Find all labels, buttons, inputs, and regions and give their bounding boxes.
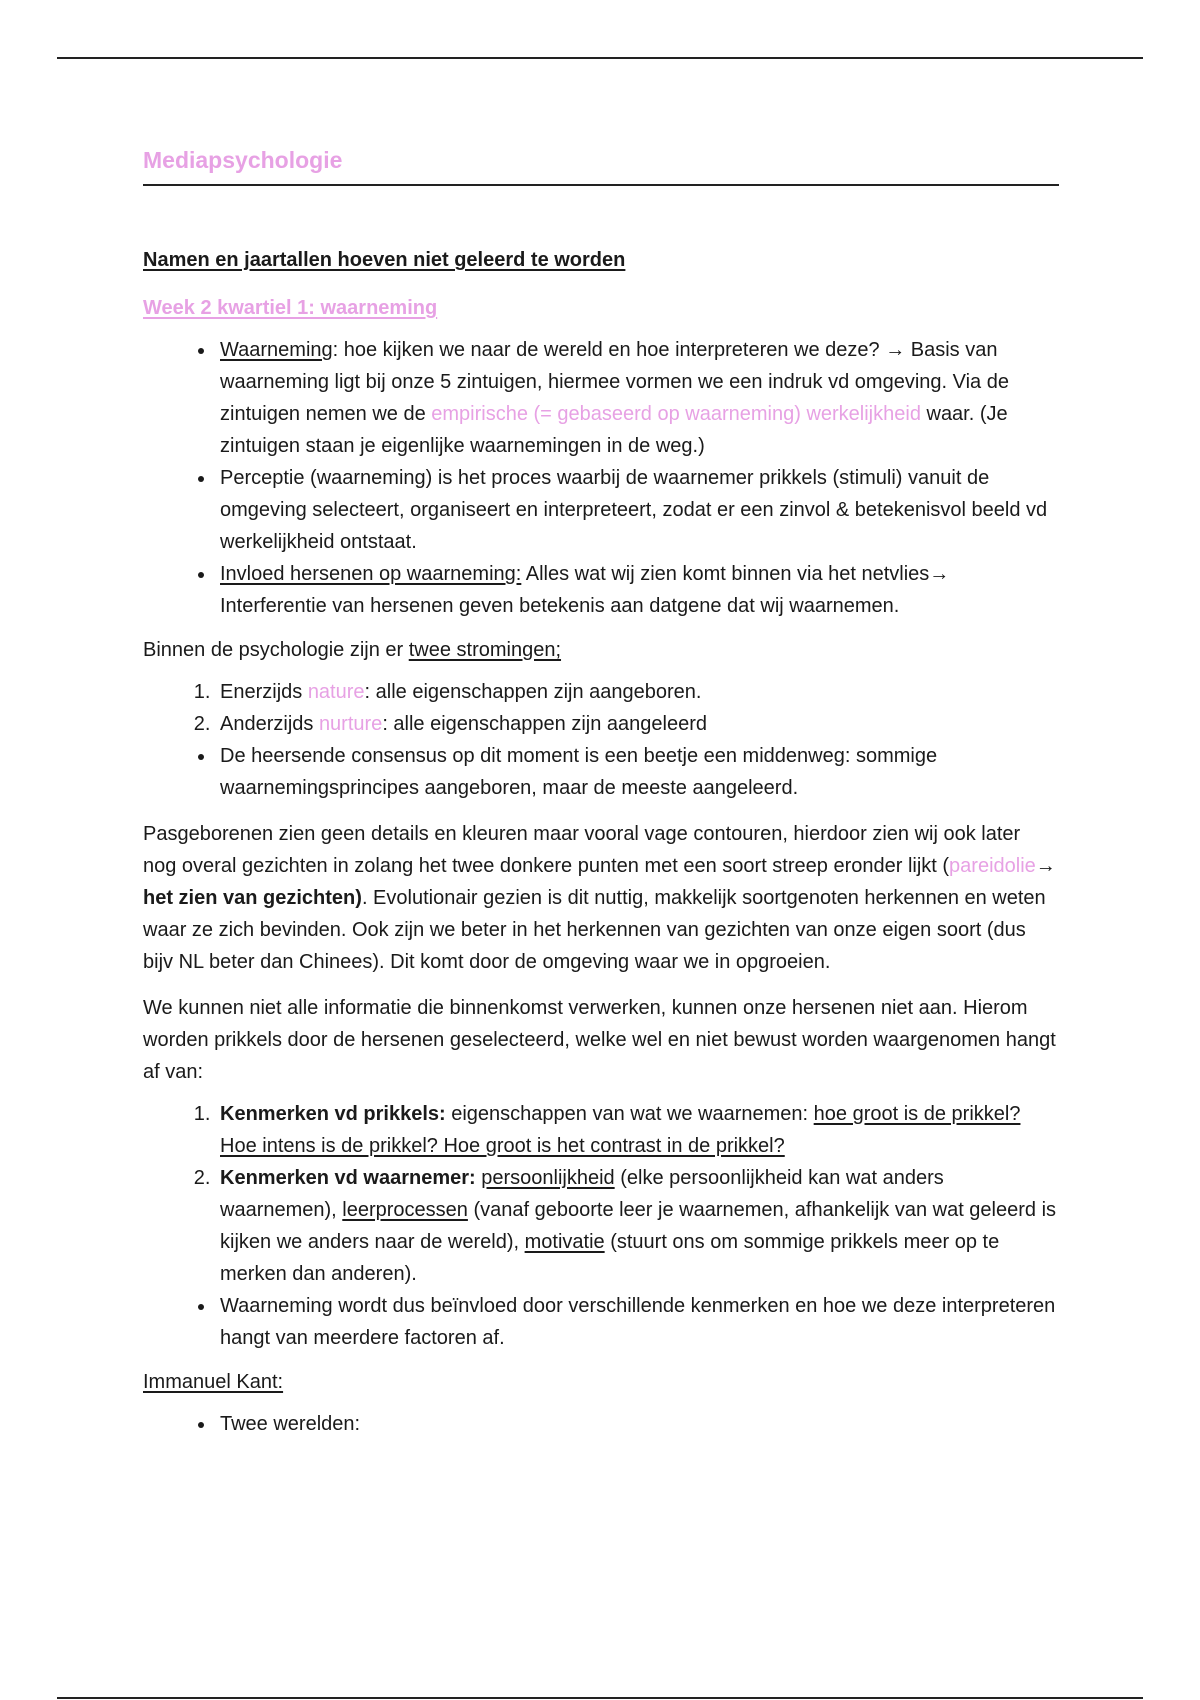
document-title: Mediapsychologie xyxy=(143,140,1059,186)
page-top-rule xyxy=(57,57,1143,59)
underlined-text: leerprocessen xyxy=(342,1199,468,1221)
list-item xyxy=(216,676,1059,708)
bold-text: Kenmerken vd prikkels: xyxy=(220,1103,446,1125)
underlined-text: hoe groot is de prikkel? Hoe intens is de prikkel? Hoe groot is het contrast in de prikkel? xyxy=(220,1103,1021,1157)
text: : alle eigenschappen zijn aangeleerd xyxy=(382,713,707,735)
paragraph-stromingen xyxy=(143,634,1059,666)
list-item xyxy=(216,1162,1059,1290)
text: eigenschappen van wat we waarnemen: xyxy=(445,1103,814,1125)
kant-heading xyxy=(143,1366,1059,1398)
note-heading: Namen en jaartallen hoeven niet geleerd te worden xyxy=(143,249,626,271)
consensus-bullet-list xyxy=(143,740,1059,804)
list-item xyxy=(216,1098,1059,1162)
list-item xyxy=(216,1290,1059,1354)
text: Pasgeborenen zien geen details en kleuren maar vooral vage contouren, hierdoor zien wij ook later nog overal gezichten in zolang het twee donkere punten met een soort streep eronder lijkt ( xyxy=(143,823,1021,877)
highlight-term: nature xyxy=(307,681,365,703)
text: Waarneming wordt dus beïnvloed door verschillende kenmerken en hoe we deze interpreteren hangt van meerdere factoren af. xyxy=(220,1295,1056,1349)
list-item xyxy=(216,740,1059,804)
waarneming-bullet-list xyxy=(143,334,1059,622)
page-bottom-rule xyxy=(57,1697,1143,1699)
text: : hoe kijken we naar de wereld en hoe interpreteren we deze? → Basis van waarneming ligt bij onze 5 zintuigen, hiermee vormen we een indruk vd omgeving. Via de zintuigen nemen we de xyxy=(220,339,1009,425)
kant-bullet-list xyxy=(143,1408,1059,1440)
highlight-term: empirische (= gebaseerd op waarneming) werkelijkheid xyxy=(431,403,921,425)
text: Alles wat wij zien komt binnen via het netvlies→ Interferentie van hersenen geven betekenis aan datgene dat wij waarnemen. xyxy=(220,563,950,617)
week-heading: Week 2 kwartiel 1: waarneming xyxy=(143,297,438,319)
text: : alle eigenschappen zijn aangeboren. xyxy=(364,681,702,703)
text: De heersende consensus op dit moment is een beetje een middenweg: sommige waarnemingsprincipes aangeboren, maar de meeste aangeleerd. xyxy=(220,745,938,799)
text: (elke persoonlijkheid kan wat anders waarnemen), xyxy=(220,1167,944,1221)
highlight-term: pareidolie xyxy=(949,855,1036,877)
waarneming-summary-list xyxy=(143,1290,1059,1354)
paragraph-pasgeborenen xyxy=(143,818,1059,978)
underlined-text: persoonlijkheid xyxy=(481,1167,615,1189)
text: . Evolutionair gezien is dit nuttig, makkelijk soortgenoten herkennen en weten waar ze zich bevinden. Ook zijn we beter in het herkennen van gezichten van onze eigen soort (dus bijv NL beter dan Chinees). Dit komt door de omgeving waar we in opgroeien. xyxy=(143,887,1046,973)
list-item xyxy=(216,1408,1059,1440)
paragraph-informatie: We kunnen niet alle informatie die binnenkomst verwerken, kunnen onze hersenen niet aan. Hierom worden prikkels door de hersenen geselecteerd, welke wel en niet bewust worden waargenomen hangt af van: xyxy=(143,997,1056,1083)
text: Perceptie (waarneming) is het proces waarbij de waarnemer prikkels (stimuli) vanuit de omgeving selecteert, organiseert en interpreteert, zodat er een zinvol & betekenisvol beeld vd werkelijkheid ontstaat. xyxy=(220,467,1048,553)
text: Anderzijds xyxy=(220,713,319,735)
list-item xyxy=(216,462,1059,558)
list-item xyxy=(216,558,1059,622)
term: Waarneming xyxy=(220,339,333,361)
text: (stuurt ons om sommige prikkels meer op te merken dan anderen). xyxy=(220,1231,1000,1285)
list-item xyxy=(216,334,1059,462)
document-body xyxy=(143,140,1059,1440)
text: Twee werelden: xyxy=(220,1413,361,1435)
underlined-text: motivatie xyxy=(524,1231,605,1253)
bold-text: Kenmerken vd waarnemer: xyxy=(220,1167,476,1189)
list-item xyxy=(216,708,1059,740)
bold-text: → het zien van gezichten) xyxy=(143,855,1056,909)
term: Invloed hersenen op waarneming: xyxy=(220,563,522,585)
text: (vanaf geboorte leer je waarnemen, afhankelijk van wat geleerd is kijken we anders naar de wereld), xyxy=(220,1199,1057,1253)
nature-nurture-list xyxy=(143,676,1059,740)
highlight-term: nurture xyxy=(318,713,383,735)
text: waar. (Je zintuigen staan je eigenlijke waarnemingen in de weg.) xyxy=(220,403,1008,457)
text: Enerzijds xyxy=(220,681,308,703)
underlined-text: Immanuel Kant: xyxy=(143,1371,284,1393)
text: Binnen de psychologie zijn er xyxy=(143,639,409,661)
underlined-text: twee stromingen; xyxy=(408,639,562,661)
kenmerken-list xyxy=(143,1098,1059,1290)
